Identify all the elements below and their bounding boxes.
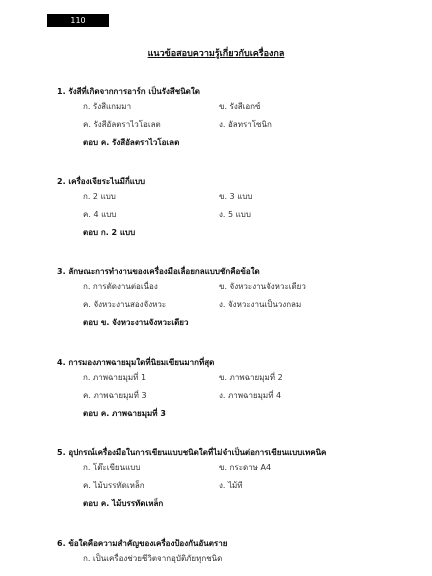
- answer-text: ตอบ ค. รังสีอัลตราไวโอเลต: [83, 138, 180, 147]
- option-row: [57, 477, 397, 495]
- question-block-2: [57, 176, 397, 242]
- option-b: ข. ภาพฉายมุมที่ 2: [219, 373, 283, 382]
- answer-text: ตอบ ค. ภาพฉายมุมที่ 3: [83, 409, 166, 418]
- question-text: 6. ข้อใดคือความสำคัญของเครื่องป้องกันอันตราย: [57, 539, 228, 548]
- option-row: [57, 206, 397, 224]
- question-block-6: [57, 538, 397, 568]
- option-a: ก. การตัดงานต่อเนื่อง: [83, 282, 158, 291]
- option-d: ง. อัลทราโซนิก: [219, 120, 272, 129]
- option-b: ข. 3 แบบ: [219, 192, 253, 201]
- question-block-3: [57, 266, 397, 332]
- option-d: ง. ไม้ที: [219, 481, 243, 490]
- option-a: ก. เป็นเครื่องช่วยชีวิตจากอุบัติภัยทุกชนิด: [83, 554, 223, 563]
- option-row: [57, 459, 397, 477]
- question-block-5: [57, 447, 397, 513]
- option-row: [57, 369, 397, 387]
- option-row: [57, 98, 397, 116]
- page-number-tab: 110: [47, 14, 109, 27]
- option-row: [57, 278, 397, 296]
- option-row: [57, 296, 397, 314]
- option-row: [57, 550, 397, 568]
- question-text: 5. อุปกรณ์เครื่องมือในการเขียนแบบชนิดใดที่ไม่จำเป็นต่อการเขียนแบบเทคนิค: [57, 448, 327, 457]
- page-title: แนวข้อสอบความรู้เกี่ยวกับเครื่องกล: [147, 49, 285, 59]
- option-b: ข. จังหวะงานจังหวะเดียว: [219, 282, 306, 291]
- option-b: ข. รังสีเอกซ์: [219, 102, 261, 111]
- option-a: ก. ภาพฉายมุมที่ 1: [83, 373, 147, 382]
- question-text: 1. รังสีที่เกิดจากการอาร์ก เป็นรังสีชนิดใด: [57, 87, 200, 96]
- option-c: ค. ไม้บรรทัดเหล็ก: [83, 481, 145, 490]
- option-d: ง. ภาพฉายมุมที่ 4: [219, 391, 282, 400]
- question-text: 4. การมองภาพฉายมุมใดที่นิยมเขียนมากที่สุด: [57, 358, 215, 367]
- option-c: ค. รังสีอัลตราไวโอเลต: [83, 120, 161, 129]
- option-c: ค. จังหวะงานสองจังหวะ: [83, 300, 167, 309]
- question-text: 3. ลักษณะการทำงานของเครื่องมือเลื่อยกลแบบชักคือข้อใด: [57, 267, 260, 276]
- option-a: ก. 2 แบบ: [83, 192, 116, 201]
- question-block-4: [57, 357, 397, 423]
- option-c: ค. ภาพฉายมุมที่ 3: [83, 391, 147, 400]
- option-d: ง. 5 แบบ: [219, 210, 251, 219]
- answer-text: ตอบ ก. 2 แบบ: [83, 228, 136, 237]
- option-a: ก. รังสีแกมมา: [83, 102, 132, 111]
- option-c: ค. 4 แบบ: [83, 210, 117, 219]
- answer-text: ตอบ ค. ไม้บรรทัดเหล็ก: [83, 499, 164, 508]
- question-block-1: [57, 86, 397, 152]
- option-row: [57, 116, 397, 134]
- option-row: [57, 188, 397, 206]
- question-text: 2. เครื่องเจียระไนมีกี่แบบ: [57, 177, 146, 186]
- option-b: ข. กระดาษ A4: [219, 463, 272, 472]
- option-row: [57, 387, 397, 405]
- option-d: ง. จังหวะงานเป็นวงกลม: [219, 300, 302, 309]
- option-a: ก. โต๊ะเขียนแบบ: [83, 463, 141, 472]
- answer-text: ตอบ ข. จังหวะงานจังหวะเดียว: [83, 318, 189, 327]
